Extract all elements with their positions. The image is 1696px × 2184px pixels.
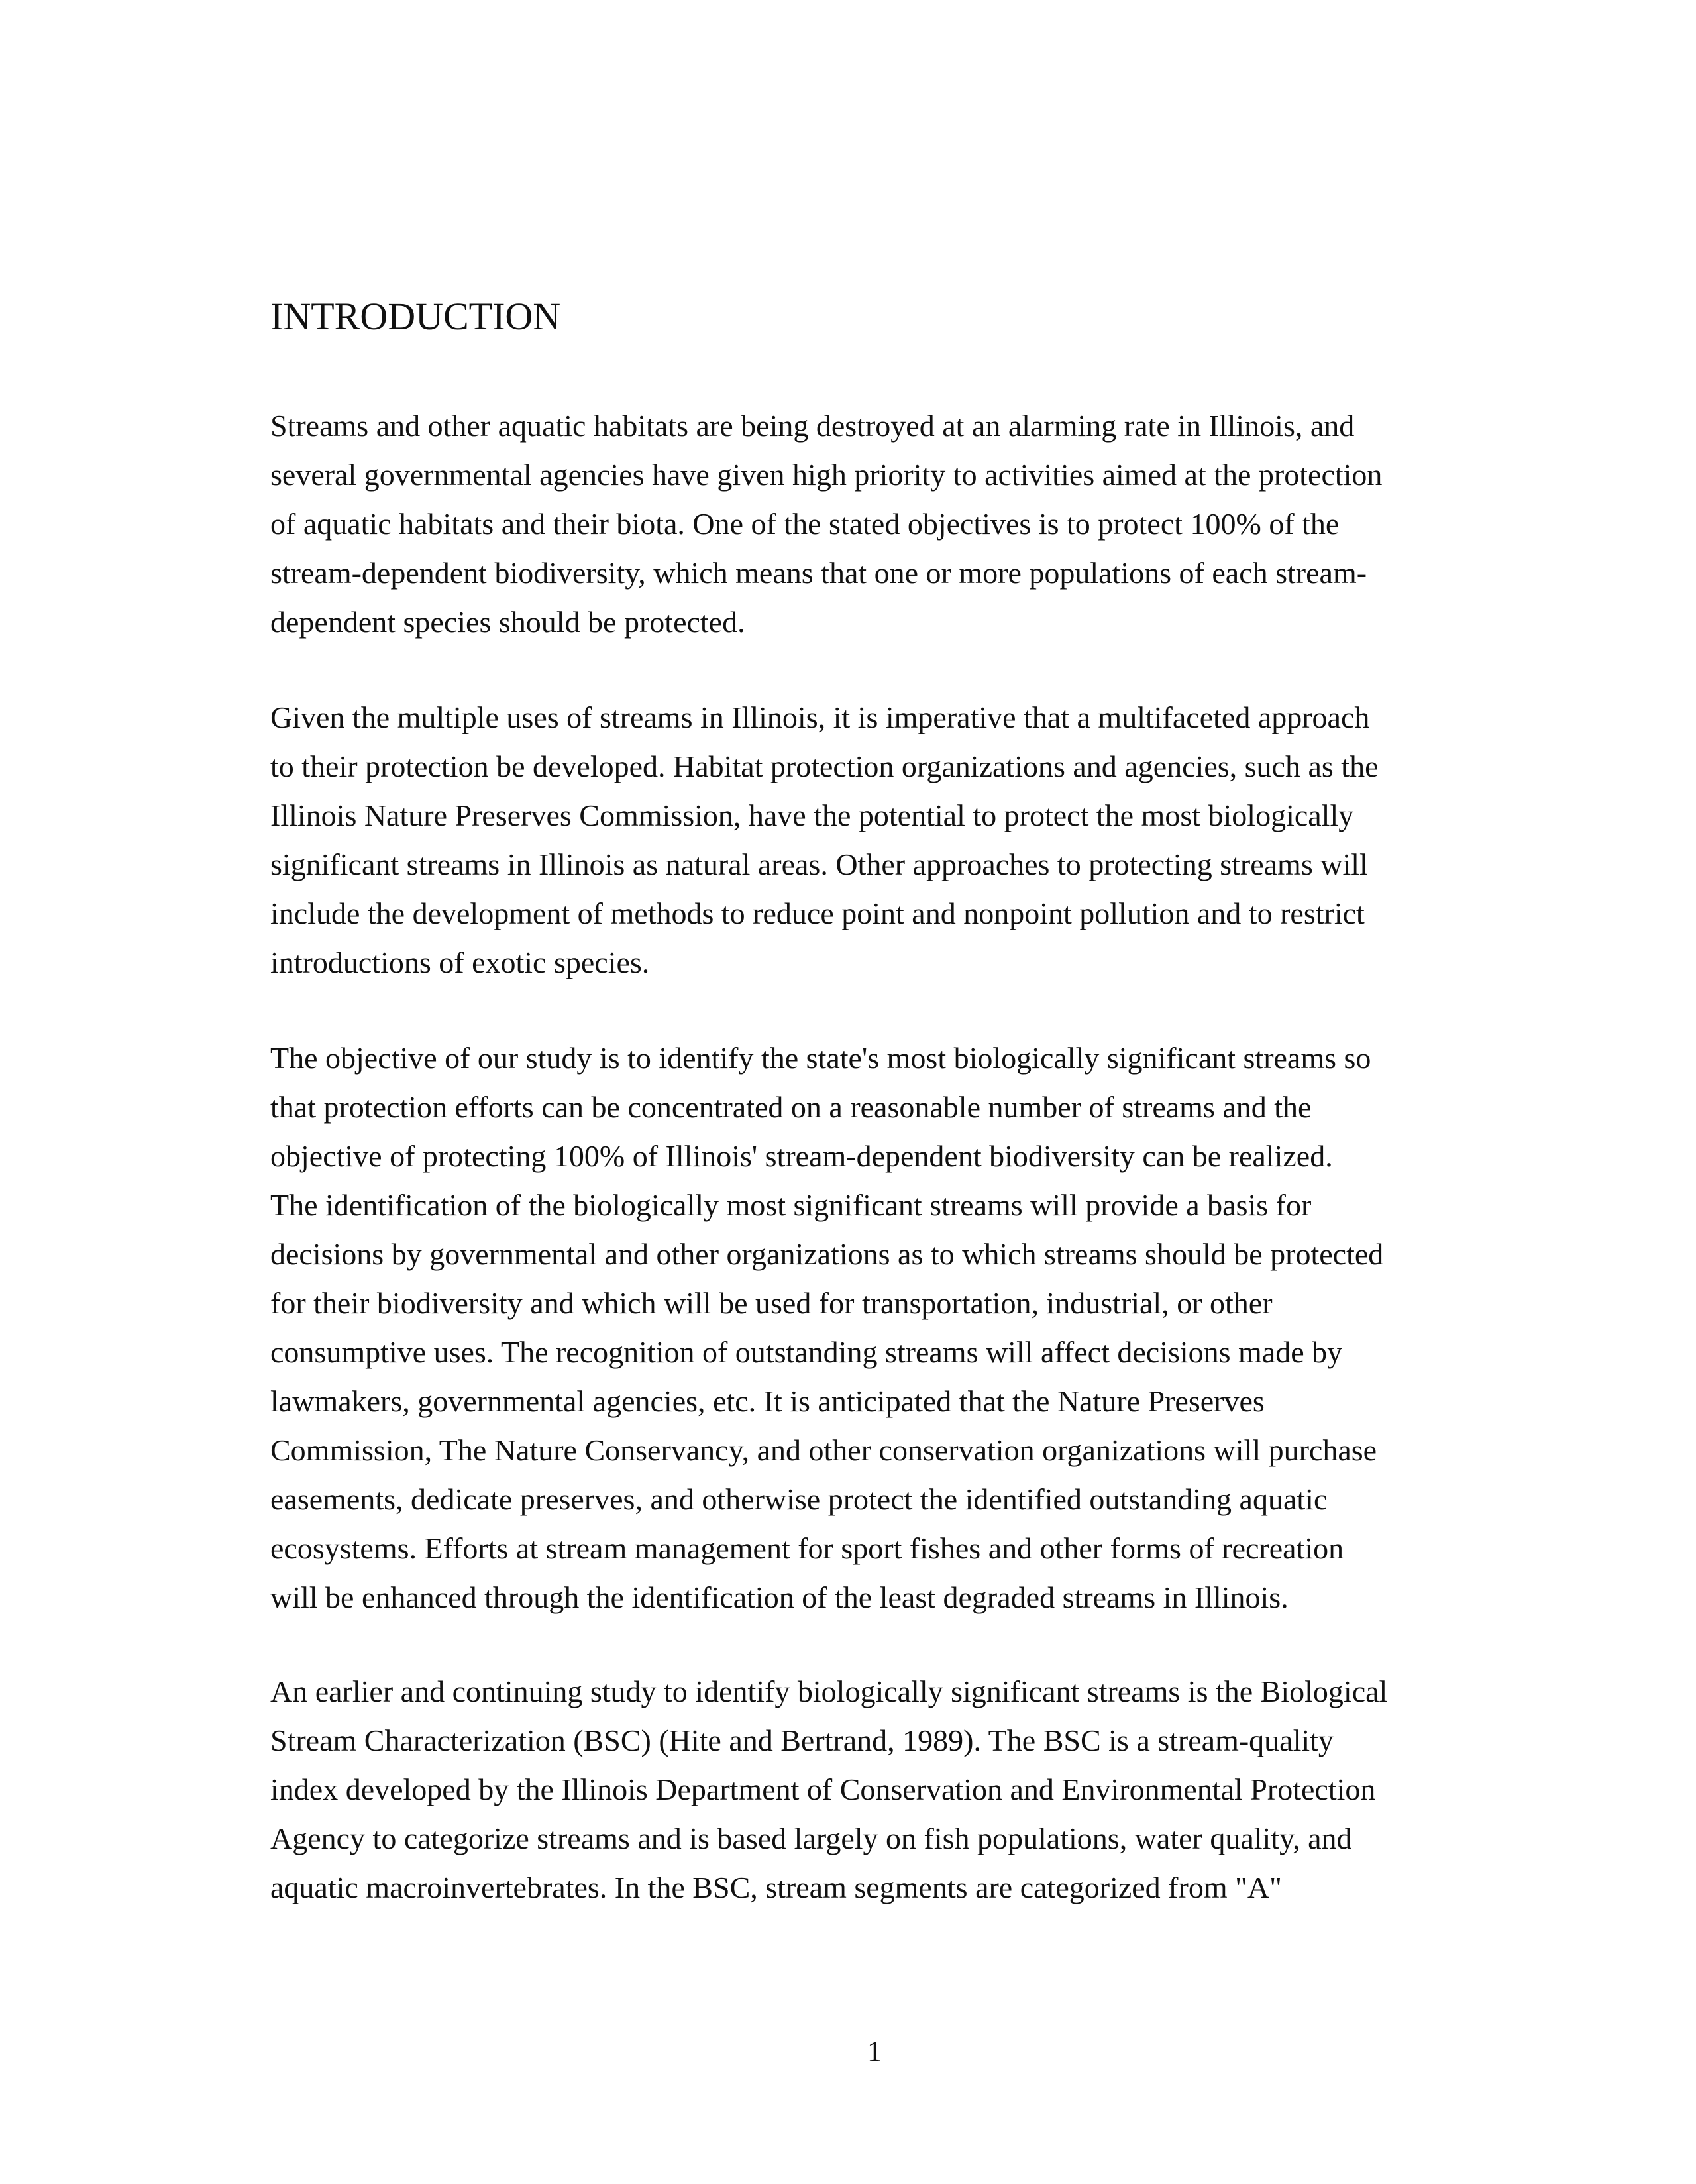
text-line: of aquatic habitats and their biota. One of the stated objectives is to protect 100% of the (270, 507, 1340, 541)
text-line: for their biodiversity and which will be used for transportation, industrial, or other (270, 1286, 1273, 1320)
text-line: several governmental agencies have given high priority to activities aimed at the protection (270, 458, 1383, 492)
text-line: dependent species should be protected. (270, 605, 745, 639)
text-line: significant streams in Illinois as natural areas. Other approaches to protecting streams will (270, 847, 1368, 881)
paragraph-1 (270, 402, 1496, 647)
paragraph-3 (270, 1034, 1496, 1622)
text-line: decisions by governmental and other organizations as to which streams should be protected (270, 1237, 1384, 1271)
text-line: Given the multiple uses of streams in Illinois, it is imperative that a multifaceted approach (270, 700, 1370, 734)
page-number: 1 (867, 2035, 882, 2067)
text-line: Commission, The Nature Conservancy, and other conservation organizations will purchase (270, 1433, 1377, 1467)
text-line: An earlier and continuing study to identify biologically significant streams is the Biological (270, 1674, 1388, 1708)
text-line: aquatic macroinvertebrates. In the BSC, stream segments are categorized from "A" (270, 1871, 1282, 1904)
text-line: The objective of our study is to identify the state's most biologically significant streams so (270, 1041, 1371, 1075)
text-line: Agency to categorize streams and is based largely on fish populations, water quality, and (270, 1822, 1352, 1855)
text-line: Streams and other aquatic habitats are being destroyed at an alarming rate in Illinois, and (270, 409, 1355, 443)
text-line: that protection efforts can be concentrated on a reasonable number of streams and the (270, 1090, 1312, 1124)
text-line: will be enhanced through the identification of the least degraded streams in Illinois. (270, 1580, 1289, 1614)
text-line: objective of protecting 100% of Illinois' stream-dependent biodiversity can be realized. (270, 1139, 1333, 1173)
text-line: introductions of exotic species. (270, 946, 650, 979)
text-line: include the development of methods to reduce point and nonpoint pollution and to restrict (270, 897, 1365, 930)
text-line: lawmakers, governmental agencies, etc. It is anticipated that the Nature Preserves (270, 1384, 1265, 1418)
text-line: stream-dependent biodiversity, which means that one or more populations of each stream- (270, 556, 1367, 590)
text-line: to their protection be developed. Habitat protection organizations and agencies, such as the (270, 749, 1379, 783)
text-line: Illinois Nature Preserves Commission, have the potential to protect the most biologically (270, 798, 1354, 832)
text-line: index developed by the Illinois Department of Conservation and Environmental Protection (270, 1773, 1376, 1806)
text-line: consumptive uses. The recognition of outstanding streams will affect decisions made by (270, 1335, 1343, 1369)
text-line: Stream Characterization (BSC) (Hite and Bertrand, 1989). The BSC is a stream-quality (270, 1723, 1334, 1757)
text-line: The identification of the biologically most significant streams will provide a basis for (270, 1188, 1312, 1222)
text-line: ecosystems. Efforts at stream management for sport fishes and other forms of recreation (270, 1531, 1344, 1565)
text-line: easements, dedicate preserves, and otherwise protect the identified outstanding aquatic (270, 1482, 1328, 1516)
section-heading: INTRODUCTION (270, 295, 561, 338)
paragraph-2 (270, 693, 1496, 987)
paragraph-4 (270, 1667, 1496, 1912)
